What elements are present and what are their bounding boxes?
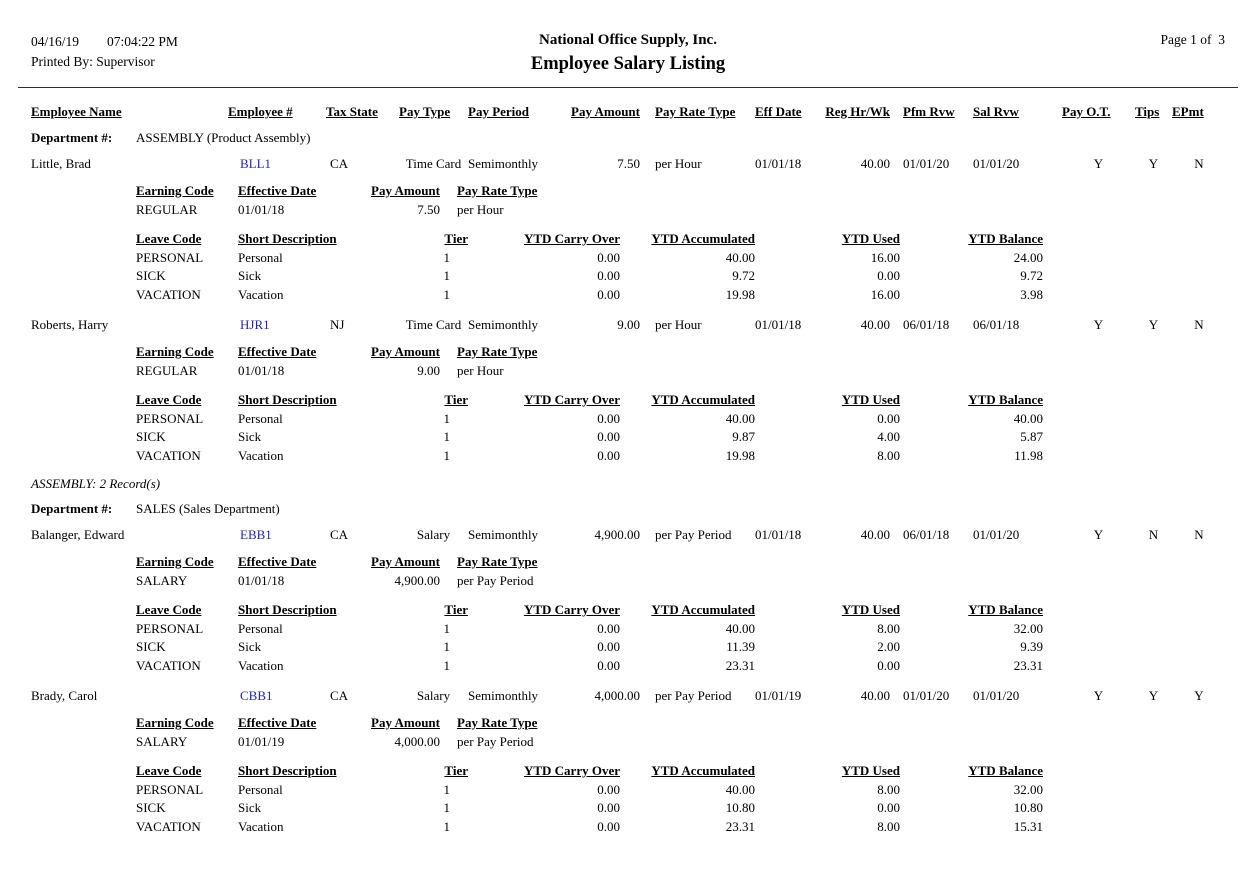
col-earning-pay-rate-type: Pay Rate Type bbox=[457, 344, 538, 359]
leave-description: Personal bbox=[238, 410, 283, 426]
earning-effective-date: 01/01/19 bbox=[238, 734, 285, 749]
earning-effective-date: 01/01/18 bbox=[238, 573, 285, 588]
col-ytd-balance: YTD Balance bbox=[968, 763, 1043, 778]
employee-reg-hr-wk: 40.00 bbox=[860, 317, 890, 332]
leave-code: PERSONAL bbox=[136, 410, 204, 426]
leave-description: Personal bbox=[238, 249, 283, 265]
employee-pay-rate-type: per Hour bbox=[655, 156, 702, 171]
employee-pay-amount: 4,000.00 bbox=[594, 688, 640, 703]
col-pay-ot: Pay O.T. bbox=[1062, 104, 1111, 119]
col-ytd-carry-over: YTD Carry Over bbox=[523, 602, 620, 617]
leave-ytd-accumulated: 23.31 bbox=[725, 818, 755, 834]
employee-epmt: N bbox=[1194, 317, 1204, 332]
leave-ytd-accumulated: 40.00 bbox=[725, 620, 755, 636]
leave-ytd-carry-over: 0.00 bbox=[597, 781, 620, 797]
leave-ytd-carry-over: 0.00 bbox=[597, 268, 620, 283]
employee-pfm-rvw: 06/01/18 bbox=[903, 317, 950, 332]
employee-sal-rvw: 06/01/18 bbox=[973, 317, 1020, 332]
leave-ytd-balance: 5.87 bbox=[1020, 429, 1043, 444]
employee-pay-period: Semimonthly bbox=[468, 156, 539, 171]
col-tax-state: Tax State bbox=[326, 104, 378, 119]
employee-pfm-rvw: 06/01/18 bbox=[903, 527, 950, 542]
col-pfm-rvw: Pfm Rvw bbox=[903, 104, 955, 119]
leave-ytd-used: 4.00 bbox=[877, 429, 900, 444]
employee-row bbox=[31, 315, 1225, 334]
leave-code: VACATION bbox=[136, 657, 201, 673]
col-tier: Tier bbox=[444, 231, 468, 246]
earning-pay-rate-type: per Hour bbox=[457, 202, 504, 217]
leave-table bbox=[31, 601, 1225, 675]
leave-row bbox=[136, 249, 1225, 268]
leave-tier: 1 bbox=[443, 429, 450, 444]
leave-ytd-accumulated: 40.00 bbox=[725, 410, 755, 426]
earning-row bbox=[136, 732, 1225, 751]
employee-reg-hr-wk: 40.00 bbox=[860, 688, 890, 703]
employee-row bbox=[31, 525, 1225, 544]
leave-ytd-used: 0.00 bbox=[877, 268, 900, 283]
leave-ytd-accumulated: 19.98 bbox=[725, 447, 755, 463]
employee-eff-date: 01/01/18 bbox=[755, 527, 802, 542]
employee-tax-state: CA bbox=[330, 688, 349, 703]
employee-tax-state: NJ bbox=[330, 317, 345, 332]
employee-sal-rvw: 01/01/20 bbox=[973, 527, 1020, 542]
employee-number-link[interactable]: EBB1 bbox=[240, 527, 272, 542]
earning-code: REGULAR bbox=[136, 363, 198, 378]
leave-ytd-used: 8.00 bbox=[877, 620, 900, 636]
employee-pay-ot: Y bbox=[1093, 317, 1104, 332]
employee-name: Balanger, Edward bbox=[31, 527, 125, 542]
leave-ytd-carry-over: 0.00 bbox=[597, 249, 620, 265]
leave-ytd-carry-over: 0.00 bbox=[597, 447, 620, 463]
employee-epmt: N bbox=[1194, 527, 1204, 542]
earning-headers bbox=[136, 342, 1225, 361]
leave-ytd-used: 16.00 bbox=[870, 286, 900, 302]
col-eff-date: Eff Date bbox=[755, 104, 802, 119]
leave-ytd-used: 0.00 bbox=[877, 410, 900, 426]
leave-tier: 1 bbox=[443, 800, 450, 815]
leave-description: Sick bbox=[238, 639, 262, 654]
col-effective-date: Effective Date bbox=[238, 183, 317, 198]
department-header bbox=[31, 130, 1225, 146]
col-effective-date: Effective Date bbox=[238, 344, 317, 359]
department-label: Department #: bbox=[31, 501, 113, 516]
employee-tax-state: CA bbox=[330, 527, 349, 542]
col-effective-date: Effective Date bbox=[238, 715, 317, 730]
leave-table bbox=[31, 230, 1225, 304]
leave-tier: 1 bbox=[443, 249, 450, 265]
department-footer: ASSEMBLY: 2 Record(s) bbox=[31, 476, 161, 491]
leave-row bbox=[136, 657, 1225, 676]
leave-ytd-used: 0.00 bbox=[877, 800, 900, 815]
leave-row bbox=[136, 267, 1225, 286]
report-title: Employee Salary Listing bbox=[530, 54, 726, 74]
col-pay-rate-type: Pay Rate Type bbox=[655, 104, 736, 119]
leave-ytd-balance: 9.72 bbox=[1020, 268, 1043, 283]
leave-code: VACATION bbox=[136, 447, 201, 463]
employee-epmt: N bbox=[1194, 156, 1204, 171]
leave-ytd-accumulated: 9.72 bbox=[732, 268, 755, 283]
employee-pay-type: Salary bbox=[416, 688, 451, 703]
leave-ytd-accumulated: 40.00 bbox=[725, 781, 755, 797]
col-earning-code: Earning Code bbox=[136, 554, 214, 569]
earning-code: SALARY bbox=[136, 734, 188, 749]
department-name: ASSEMBLY (Product Assembly) bbox=[136, 130, 311, 145]
col-pay-type: Pay Type bbox=[399, 104, 451, 119]
leave-row bbox=[136, 818, 1225, 837]
employee-pay-rate-type: per Hour bbox=[655, 317, 702, 332]
col-ytd-carry-over: YTD Carry Over bbox=[523, 231, 620, 246]
employee-sal-rvw: 01/01/20 bbox=[973, 688, 1020, 703]
employee-row bbox=[31, 154, 1225, 173]
col-sal-rvw: Sal Rvw bbox=[973, 104, 1019, 119]
col-ytd-accumulated: YTD Accumulated bbox=[651, 763, 755, 778]
employee-epmt: Y bbox=[1194, 688, 1204, 703]
leave-code: SICK bbox=[136, 429, 166, 444]
employee-pay-period: Semimonthly bbox=[468, 527, 539, 542]
leave-ytd-balance: 9.39 bbox=[1020, 639, 1043, 654]
earning-pay-rate-type: per Pay Period bbox=[457, 734, 534, 749]
report-titles bbox=[531, 32, 725, 75]
leave-code: PERSONAL bbox=[136, 249, 204, 265]
leave-headers bbox=[136, 601, 1225, 620]
leave-headers bbox=[136, 762, 1225, 781]
employee-pay-type: Time Card bbox=[405, 317, 462, 332]
employee-number-link[interactable]: HJR1 bbox=[240, 317, 270, 332]
employee-pay-amount: 9.00 bbox=[617, 317, 640, 332]
leave-tier: 1 bbox=[443, 781, 450, 797]
leave-description: Vacation bbox=[238, 286, 284, 302]
col-tier: Tier bbox=[444, 392, 468, 407]
leave-row bbox=[136, 286, 1225, 305]
employee-tips: Y bbox=[1148, 156, 1159, 171]
report-body bbox=[0, 88, 1256, 867]
col-reg-hr-wk: Reg Hr/Wk bbox=[825, 104, 890, 119]
employee-pay-rate-type: per Pay Period bbox=[655, 688, 732, 703]
earning-pay-rate-type: per Hour bbox=[457, 363, 504, 378]
leave-code: PERSONAL bbox=[136, 620, 204, 636]
leave-row bbox=[136, 447, 1225, 466]
employee-tips: Y bbox=[1148, 317, 1159, 332]
employee-tax-state: CA bbox=[330, 156, 349, 171]
leave-row bbox=[136, 620, 1225, 639]
col-tips: Tips bbox=[1135, 104, 1160, 119]
leave-ytd-accumulated: 19.98 bbox=[725, 286, 755, 302]
col-leave-code: Leave Code bbox=[136, 231, 202, 246]
page-indicator: Page 1 of 3 bbox=[1160, 32, 1225, 47]
leave-description: Sick bbox=[238, 429, 262, 444]
employee-pay-amount: 7.50 bbox=[617, 156, 640, 171]
leave-row bbox=[136, 781, 1225, 800]
leave-ytd-balance: 11.98 bbox=[1014, 447, 1043, 463]
employee-pay-rate-type: per Pay Period bbox=[655, 527, 732, 542]
col-effective-date: Effective Date bbox=[238, 554, 317, 569]
col-employee-number: Employee # bbox=[228, 104, 293, 119]
earning-effective-date: 01/01/18 bbox=[238, 202, 285, 217]
leave-ytd-balance: 10.80 bbox=[1013, 800, 1043, 815]
leave-description: Personal bbox=[238, 781, 283, 797]
employee-reg-hr-wk: 40.00 bbox=[860, 527, 890, 542]
col-ytd-carry-over: YTD Carry Over bbox=[523, 392, 620, 407]
earning-pay-amount: 4,000.00 bbox=[394, 734, 440, 749]
leave-description: Sick bbox=[238, 268, 262, 283]
col-ytd-balance: YTD Balance bbox=[968, 231, 1043, 246]
leave-tier: 1 bbox=[443, 639, 450, 654]
leave-ytd-balance: 23.31 bbox=[1013, 657, 1043, 673]
employee-pfm-rvw: 01/01/20 bbox=[903, 688, 950, 703]
col-earning-pay-amount: Pay Amount bbox=[371, 344, 440, 359]
col-epmt: EPmt bbox=[1172, 104, 1204, 119]
leave-ytd-balance: 3.98 bbox=[1020, 286, 1043, 302]
col-pay-period: Pay Period bbox=[468, 104, 530, 119]
leave-ytd-balance: 15.31 bbox=[1013, 818, 1043, 834]
leave-ytd-used: 8.00 bbox=[877, 818, 900, 834]
col-tier: Tier bbox=[444, 763, 468, 778]
leave-tier: 1 bbox=[443, 818, 450, 834]
leave-ytd-used: 0.00 bbox=[877, 657, 900, 673]
col-earning-code: Earning Code bbox=[136, 183, 214, 198]
col-ytd-used: YTD Used bbox=[841, 763, 900, 778]
employee-eff-date: 01/01/18 bbox=[755, 156, 802, 171]
employee-name: Little, Brad bbox=[31, 156, 91, 171]
col-ytd-accumulated: YTD Accumulated bbox=[651, 392, 755, 407]
leave-ytd-carry-over: 0.00 bbox=[597, 818, 620, 834]
leave-ytd-carry-over: 0.00 bbox=[597, 410, 620, 426]
col-earning-pay-rate-type: Pay Rate Type bbox=[457, 715, 538, 730]
printed-by: Printed By: Supervisor bbox=[31, 54, 155, 69]
col-tier: Tier bbox=[444, 602, 468, 617]
leave-ytd-used: 16.00 bbox=[870, 249, 900, 265]
employee-pfm-rvw: 01/01/20 bbox=[903, 156, 950, 171]
earning-headers bbox=[136, 181, 1225, 200]
col-earning-pay-amount: Pay Amount bbox=[371, 183, 440, 198]
leave-ytd-used: 2.00 bbox=[877, 639, 900, 654]
employee-pay-type: Time Card bbox=[405, 156, 462, 171]
col-ytd-balance: YTD Balance bbox=[968, 602, 1043, 617]
col-ytd-accumulated: YTD Accumulated bbox=[651, 231, 755, 246]
company-name: National Office Supply, Inc. bbox=[539, 32, 717, 48]
leave-table bbox=[31, 762, 1225, 836]
employee-name: Roberts, Harry bbox=[31, 317, 109, 332]
leave-description: Sick bbox=[238, 800, 262, 815]
department-header bbox=[31, 501, 1225, 517]
leave-code: VACATION bbox=[136, 818, 201, 834]
employee-pay-type: Salary bbox=[416, 527, 451, 542]
col-ytd-accumulated: YTD Accumulated bbox=[651, 602, 755, 617]
leave-ytd-accumulated: 9.87 bbox=[732, 429, 755, 444]
print-info bbox=[31, 32, 531, 72]
col-pay-amount: Pay Amount bbox=[571, 104, 640, 119]
earning-code: REGULAR bbox=[136, 202, 198, 217]
leave-code: SICK bbox=[136, 268, 166, 283]
leave-ytd-carry-over: 0.00 bbox=[597, 657, 620, 673]
earning-headers bbox=[136, 713, 1225, 732]
employee-tips: N bbox=[1148, 527, 1159, 542]
earning-row bbox=[136, 571, 1225, 590]
col-earning-pay-rate-type: Pay Rate Type bbox=[457, 554, 538, 569]
col-leave-code: Leave Code bbox=[136, 392, 202, 407]
print-date: 04/16/19 bbox=[31, 34, 80, 49]
department-name: SALES (Sales Department) bbox=[136, 501, 280, 516]
leave-tier: 1 bbox=[443, 410, 450, 426]
leave-ytd-carry-over: 0.00 bbox=[597, 639, 620, 654]
employee-pay-amount: 4,900.00 bbox=[594, 527, 640, 542]
leave-ytd-accumulated: 40.00 bbox=[725, 249, 755, 265]
employee-eff-date: 01/01/19 bbox=[755, 688, 802, 703]
col-earning-pay-rate-type: Pay Rate Type bbox=[457, 183, 538, 198]
employee-number-link[interactable]: CBB1 bbox=[240, 688, 273, 703]
department-label: Department #: bbox=[31, 130, 113, 145]
leave-row bbox=[136, 799, 1225, 818]
leave-table bbox=[31, 391, 1225, 465]
leave-code: SICK bbox=[136, 800, 166, 815]
employee-pay-ot: Y bbox=[1093, 527, 1104, 542]
col-ytd-used: YTD Used bbox=[841, 392, 900, 407]
leave-row bbox=[136, 410, 1225, 429]
col-earning-pay-amount: Pay Amount bbox=[371, 715, 440, 730]
col-short-description: Short Description bbox=[238, 392, 337, 407]
col-short-description: Short Description bbox=[238, 763, 337, 778]
employee-name: Brady, Carol bbox=[31, 688, 98, 703]
leave-tier: 1 bbox=[443, 268, 450, 283]
leave-ytd-carry-over: 0.00 bbox=[597, 286, 620, 302]
col-ytd-used: YTD Used bbox=[841, 231, 900, 246]
earning-table bbox=[31, 713, 1225, 751]
col-earning-code: Earning Code bbox=[136, 715, 214, 730]
earning-table bbox=[31, 552, 1225, 590]
earning-pay-amount: 9.00 bbox=[417, 363, 440, 378]
col-earning-code: Earning Code bbox=[136, 344, 214, 359]
leave-description: Personal bbox=[238, 620, 283, 636]
leave-description: Vacation bbox=[238, 447, 284, 463]
leave-tier: 1 bbox=[443, 620, 450, 636]
leave-ytd-balance: 32.00 bbox=[1013, 781, 1043, 797]
print-time: 07:04:22 PM bbox=[107, 34, 178, 49]
employee-row bbox=[31, 686, 1225, 705]
leave-ytd-carry-over: 0.00 bbox=[597, 800, 620, 815]
col-short-description: Short Description bbox=[238, 231, 337, 246]
leave-ytd-carry-over: 0.00 bbox=[597, 620, 620, 636]
employee-reg-hr-wk: 40.00 bbox=[860, 156, 890, 171]
earning-row bbox=[136, 361, 1225, 380]
column-headers bbox=[31, 102, 1225, 121]
earning-headers bbox=[136, 552, 1225, 571]
employee-sal-rvw: 01/01/20 bbox=[973, 156, 1020, 171]
earning-table bbox=[31, 342, 1225, 380]
employee-pay-period: Semimonthly bbox=[468, 688, 539, 703]
earning-effective-date: 01/01/18 bbox=[238, 363, 285, 378]
leave-tier: 1 bbox=[443, 286, 450, 302]
leave-ytd-accumulated: 10.80 bbox=[725, 800, 755, 815]
leave-tier: 1 bbox=[443, 447, 450, 463]
employee-number-link[interactable]: BLL1 bbox=[240, 156, 272, 171]
col-short-description: Short Description bbox=[238, 602, 337, 617]
earning-pay-amount: 7.50 bbox=[417, 202, 440, 217]
leave-ytd-used: 8.00 bbox=[877, 781, 900, 797]
leave-ytd-accumulated: 11.39 bbox=[726, 639, 755, 654]
leave-description: Vacation bbox=[238, 818, 284, 834]
col-ytd-used: YTD Used bbox=[841, 602, 900, 617]
col-employee-name: Employee Name bbox=[31, 104, 122, 119]
report-header bbox=[0, 0, 1256, 87]
employee-eff-date: 01/01/18 bbox=[755, 317, 802, 332]
leave-ytd-carry-over: 0.00 bbox=[597, 429, 620, 444]
earning-code: SALARY bbox=[136, 573, 188, 588]
leave-ytd-balance: 24.00 bbox=[1013, 249, 1043, 265]
leave-row bbox=[136, 638, 1225, 657]
leave-ytd-balance: 32.00 bbox=[1013, 620, 1043, 636]
leave-ytd-used: 8.00 bbox=[877, 447, 900, 463]
earning-pay-amount: 4,900.00 bbox=[394, 573, 440, 588]
earning-row bbox=[136, 200, 1225, 219]
earning-pay-rate-type: per Pay Period bbox=[457, 573, 534, 588]
col-ytd-carry-over: YTD Carry Over bbox=[523, 763, 620, 778]
leave-ytd-accumulated: 23.31 bbox=[725, 657, 755, 673]
employee-pay-ot: Y bbox=[1093, 156, 1104, 171]
leave-headers bbox=[136, 230, 1225, 249]
col-leave-code: Leave Code bbox=[136, 763, 202, 778]
leave-description: Vacation bbox=[238, 657, 284, 673]
leave-code: SICK bbox=[136, 639, 166, 654]
col-earning-pay-amount: Pay Amount bbox=[371, 554, 440, 569]
earning-table bbox=[31, 181, 1225, 219]
print-datetime bbox=[31, 32, 531, 52]
employee-pay-period: Semimonthly bbox=[468, 317, 539, 332]
employee-tips: Y bbox=[1148, 688, 1159, 703]
leave-ytd-balance: 40.00 bbox=[1013, 410, 1043, 426]
leave-code: VACATION bbox=[136, 286, 201, 302]
leave-headers bbox=[136, 391, 1225, 410]
leave-code: PERSONAL bbox=[136, 781, 204, 797]
leave-tier: 1 bbox=[443, 657, 450, 673]
col-leave-code: Leave Code bbox=[136, 602, 202, 617]
col-ytd-balance: YTD Balance bbox=[968, 392, 1043, 407]
leave-row bbox=[136, 428, 1225, 447]
employee-pay-ot: Y bbox=[1093, 688, 1104, 703]
